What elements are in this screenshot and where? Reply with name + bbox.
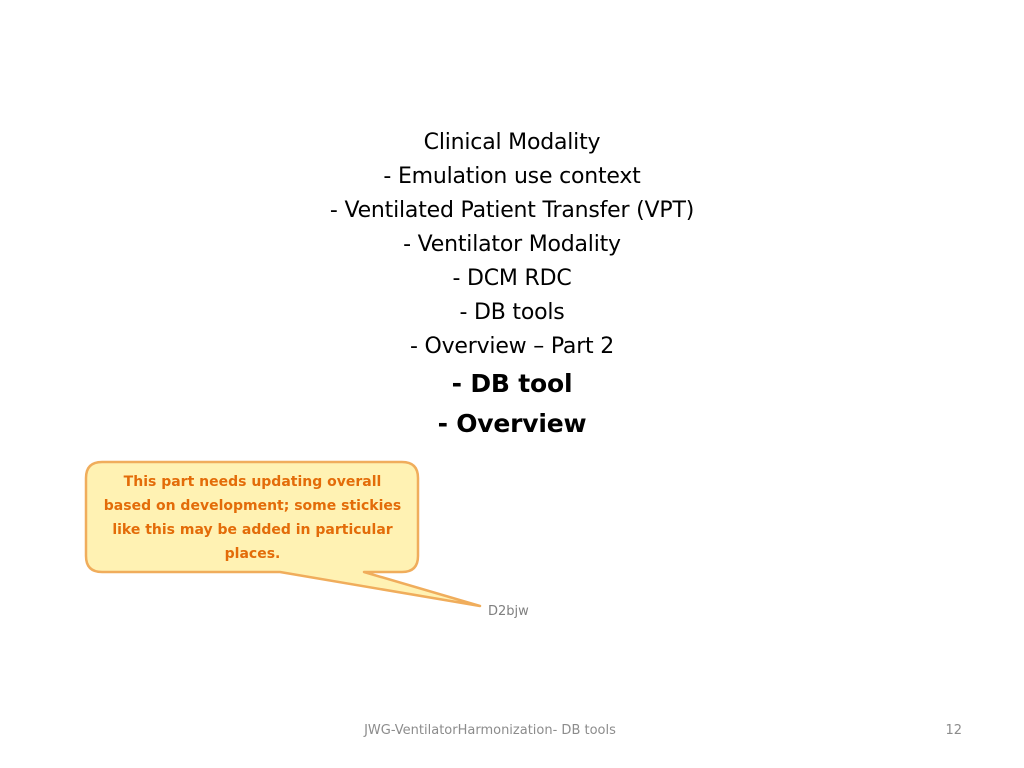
- title-line-7: - Overview – Part 2: [409, 334, 615, 359]
- footer-text: JWG-VentilatorHarmonization- DB tools: [364, 723, 616, 738]
- page-number: 12: [945, 723, 962, 738]
- title-line-6: - DB tools: [459, 300, 565, 325]
- title-line-1: Clinical Modality: [423, 130, 601, 155]
- callout-text: This part needs updating overall based on development; some stickies like this may be added in particular places.: [103, 474, 402, 562]
- title-bold-line-2: - Overview: [437, 409, 587, 438]
- callout-author: D2bjw: [488, 604, 529, 619]
- title-line-3: - Ventilated Patient Transfer (VPT): [329, 198, 695, 223]
- title-line-4: - Ventilator Modality: [403, 232, 621, 257]
- title-line-5: - DCM RDC: [452, 266, 572, 291]
- title-line-2: - Emulation use context: [383, 164, 641, 189]
- title-bold-line-1: - DB tool: [451, 369, 573, 398]
